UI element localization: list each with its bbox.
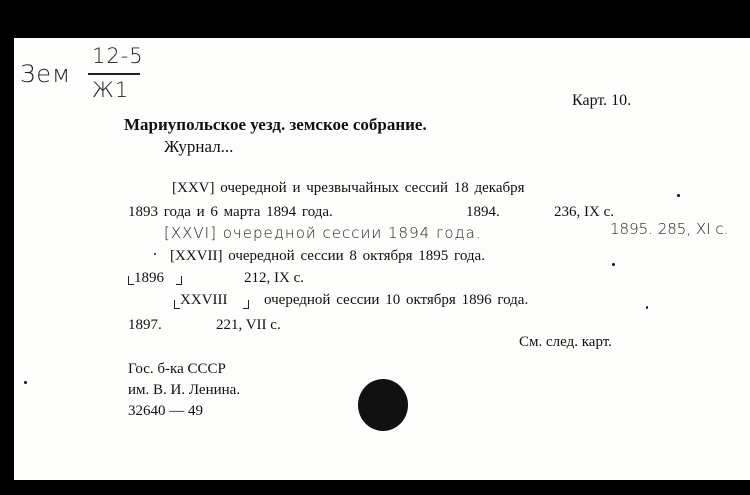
bracket-close-icon xyxy=(176,276,182,285)
handwritten-code: Зем xyxy=(20,60,72,88)
entry-4-line-1: очередной сессии 10 октября 1896 года. xyxy=(264,292,529,308)
library-line-1: Гос. б-ка СССР xyxy=(128,361,226,377)
handwritten-denominator: Ж1 xyxy=(92,78,130,102)
entry-4-pages: 221, VII с. xyxy=(216,317,281,333)
entry-4-year: 1897. xyxy=(128,317,162,333)
speck xyxy=(677,194,680,197)
bracket-close-icon xyxy=(243,300,249,309)
card-subtitle: Журнал... xyxy=(164,137,234,156)
fraction-line xyxy=(88,73,140,75)
speck xyxy=(612,263,615,266)
entry-3-line-1: [XXVII] очередной сессии 8 октября 1895 года. xyxy=(170,248,485,264)
entry-1-pages: 236, IX с. xyxy=(554,204,614,220)
card-number: Карт. 10. xyxy=(572,92,632,109)
punch-hole xyxy=(358,379,408,431)
speck xyxy=(646,306,648,309)
card-title: Мариупольское уезд. земское собрание. xyxy=(124,115,427,134)
entry-3-year: 1896 xyxy=(134,270,164,286)
speck xyxy=(154,253,156,255)
speck xyxy=(24,381,27,384)
handwritten-numerator: 12-5 xyxy=(92,44,144,68)
catalog-card xyxy=(14,38,750,480)
entry-2-handwritten-tail: 1895. 285, XI с. xyxy=(610,220,729,238)
see-next-card: См. след. карт. xyxy=(519,334,612,350)
library-line-2: им. В. И. Ленина. xyxy=(128,382,241,398)
library-line-3: 32640 — 49 xyxy=(128,403,203,419)
entry-2-handwritten: [XXVI] очередной сессии 1894 года. xyxy=(164,224,482,242)
entry-4-numeral: XXVIII xyxy=(180,292,228,308)
entry-1-year: 1894. xyxy=(466,204,500,220)
entry-3-pages: 212, IX с. xyxy=(244,270,304,286)
entry-1-line-2: 1893 года и 6 марта 1894 года. xyxy=(128,204,333,220)
entry-1-line-1: [XXV] очередной и чрезвычайных сессий 18 декабря xyxy=(172,180,525,196)
